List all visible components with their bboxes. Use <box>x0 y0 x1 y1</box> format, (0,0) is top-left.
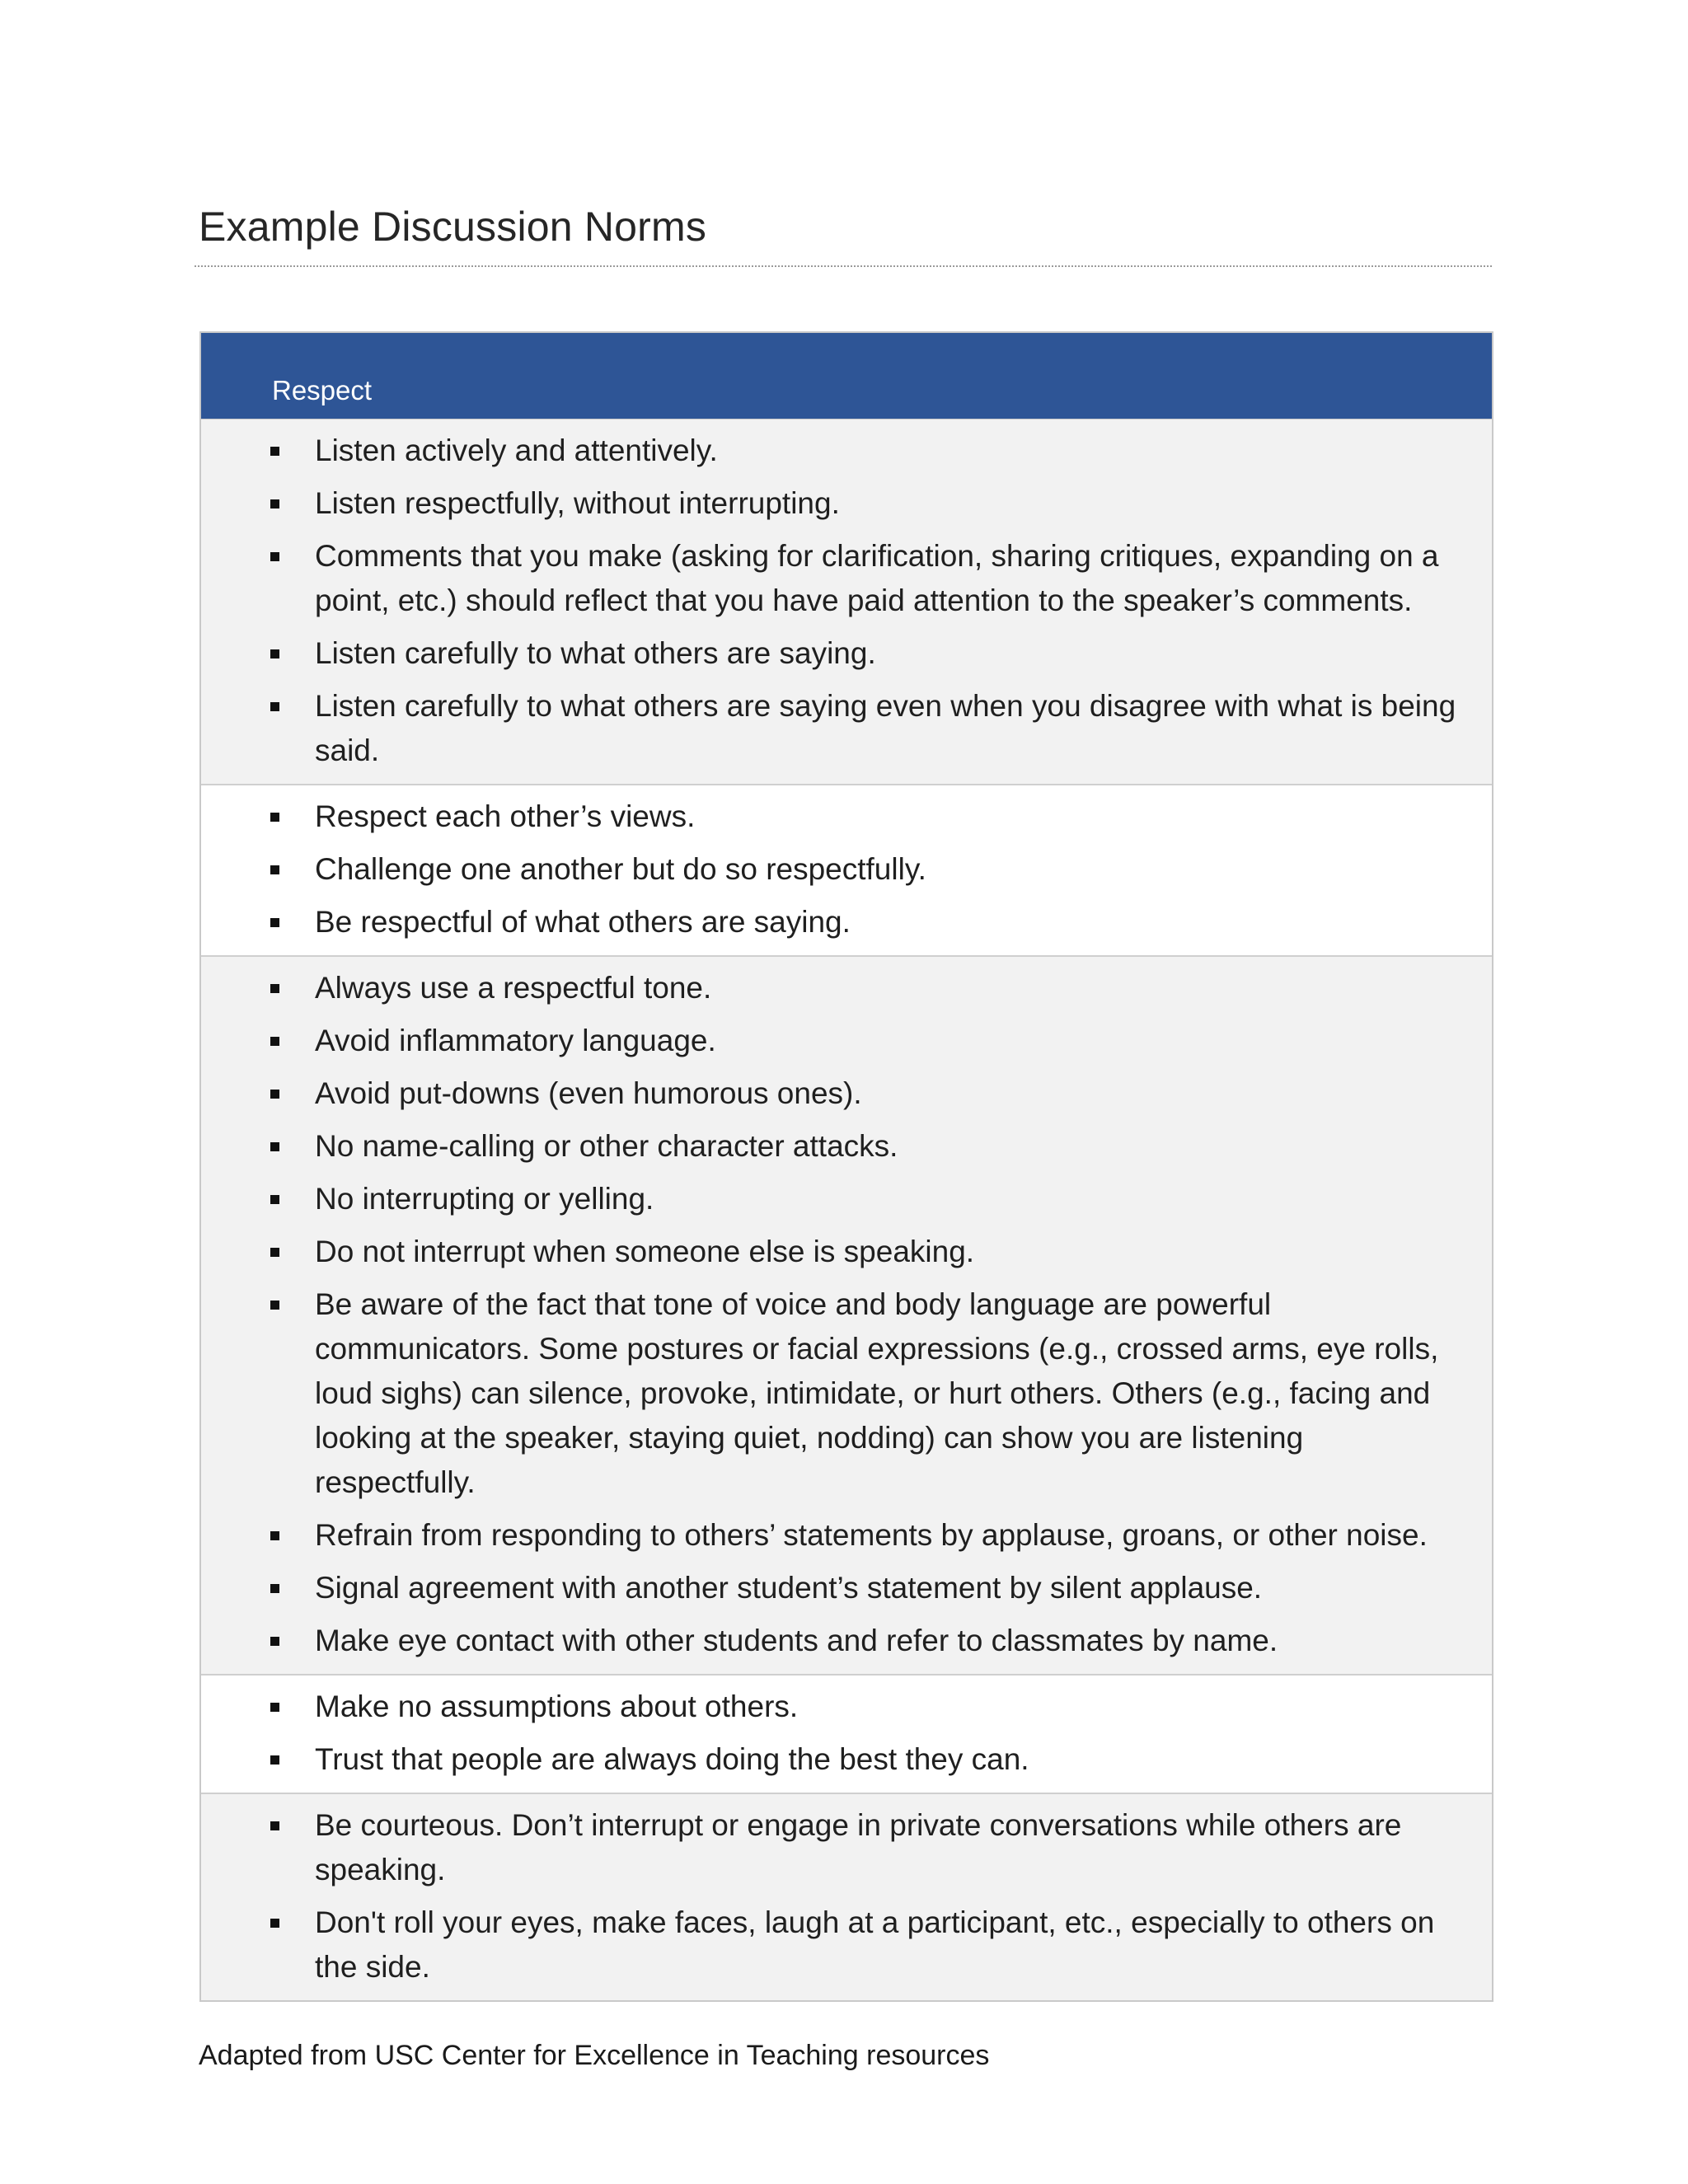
norm-text: Challenge one another but do so respectfully. <box>315 852 926 886</box>
square-bullet-icon <box>270 865 279 874</box>
square-bullet-icon <box>270 1195 279 1204</box>
list-item <box>201 1619 1464 1663</box>
list-item <box>201 1803 1464 1892</box>
page-title: Example Discussion Norms <box>199 204 707 250</box>
list-item <box>201 684 1464 773</box>
list-item <box>201 1177 1464 1221</box>
square-bullet-icon <box>270 1142 279 1151</box>
norm-group <box>201 419 1492 784</box>
norm-text: Be aware of the fact that tone of voice and body language are powerful communicators. Some postures or facial expressions (e.g., crossed arms, eye rolls, loud sighs) can silence, provoke, intimidate, or hurt others. Others (e.g., facing and looking at the speaker, staying quiet, nodding) can show you are listening respectfully. <box>315 1287 1439 1499</box>
square-bullet-icon <box>270 1821 279 1830</box>
norm-text: Be courteous. Don’t interrupt or engage in private conversations while others are speaking. <box>315 1808 1402 1886</box>
table-header <box>201 333 1492 419</box>
square-bullet-icon <box>270 1703 279 1712</box>
norm-list <box>201 429 1464 773</box>
list-item <box>201 966 1464 1010</box>
list-item <box>201 1230 1464 1274</box>
list-item <box>201 429 1464 473</box>
list-item <box>201 1566 1464 1610</box>
square-bullet-icon <box>270 702 279 711</box>
norm-text: Signal agreement with another student’s statement by silent applause. <box>315 1571 1263 1605</box>
norm-list <box>201 1685 1464 1782</box>
square-bullet-icon <box>270 447 279 456</box>
square-bullet-icon <box>270 552 279 561</box>
norm-list <box>201 1803 1464 1990</box>
norm-text: Avoid put-downs (even humorous ones). <box>315 1076 862 1110</box>
list-item <box>201 1019 1464 1063</box>
norm-text: Listen carefully to what others are saying. <box>315 636 876 670</box>
square-bullet-icon <box>270 1301 279 1310</box>
norm-text: Do not interrupt when someone else is speaking. <box>315 1235 975 1268</box>
square-bullet-icon <box>270 813 279 822</box>
list-item <box>201 1685 1464 1729</box>
norm-text: Make no assumptions about others. <box>315 1690 799 1723</box>
norm-groups <box>201 419 1492 2000</box>
list-item <box>201 1900 1464 1990</box>
norm-text: Trust that people are always doing the best they can. <box>315 1742 1029 1776</box>
norm-group <box>201 955 1492 1674</box>
norm-list <box>201 966 1464 1663</box>
norm-group <box>201 1793 1492 2000</box>
norm-text: Be respectful of what others are saying. <box>315 905 851 939</box>
norm-text: Make eye contact with other students and refer to classmates by name. <box>315 1624 1278 1657</box>
source-note: Adapted from USC Center for Excellence in Teaching resources <box>199 2040 990 2071</box>
norm-text: Listen respectfully, without interrupting. <box>315 486 840 520</box>
title-divider <box>195 265 1492 267</box>
norm-text: Refrain from responding to others’ statements by applause, groans, or other noise. <box>315 1518 1428 1552</box>
square-bullet-icon <box>270 1919 279 1928</box>
norm-text: No name-calling or other character attacks. <box>315 1129 898 1163</box>
norm-text: Comments that you make (asking for clarification, sharing critiques, expanding on a point, etc.) should reflect that you have paid attention to the speaker’s comments. <box>315 539 1439 617</box>
square-bullet-icon <box>270 649 279 658</box>
list-item <box>201 847 1464 892</box>
square-bullet-icon <box>270 499 279 509</box>
norm-text: Always use a respectful tone. <box>315 971 712 1005</box>
square-bullet-icon <box>270 984 279 993</box>
list-item <box>201 1071 1464 1116</box>
norm-text: Don't roll your eyes, make faces, laugh at a participant, etc., especially to others on the side. <box>315 1905 1435 1984</box>
square-bullet-icon <box>270 1637 279 1646</box>
square-bullet-icon <box>270 1037 279 1046</box>
list-item <box>201 1282 1464 1505</box>
norm-text: Listen carefully to what others are saying even when you disagree with what is being said. <box>315 689 1456 767</box>
norm-group <box>201 784 1492 955</box>
square-bullet-icon <box>270 1584 279 1593</box>
square-bullet-icon <box>270 1531 279 1540</box>
list-item <box>201 631 1464 676</box>
norm-text: Listen actively and attentively. <box>315 434 718 467</box>
list-item <box>201 534 1464 623</box>
list-item <box>201 900 1464 944</box>
norm-list <box>201 794 1464 944</box>
norm-text: No interrupting or yelling. <box>315 1182 654 1216</box>
norm-text: Avoid inflammatory language. <box>315 1024 716 1057</box>
norm-group <box>201 1674 1492 1793</box>
list-item <box>201 481 1464 526</box>
square-bullet-icon <box>270 1090 279 1099</box>
list-item <box>201 1124 1464 1169</box>
square-bullet-icon <box>270 1755 279 1765</box>
norm-text: Respect each other’s views. <box>315 799 696 833</box>
norms-table <box>199 331 1493 2002</box>
list-item <box>201 794 1464 839</box>
list-item <box>201 1513 1464 1558</box>
square-bullet-icon <box>270 1248 279 1257</box>
list-item <box>201 1737 1464 1782</box>
square-bullet-icon <box>270 918 279 927</box>
table-header-label: Respect <box>272 375 373 405</box>
